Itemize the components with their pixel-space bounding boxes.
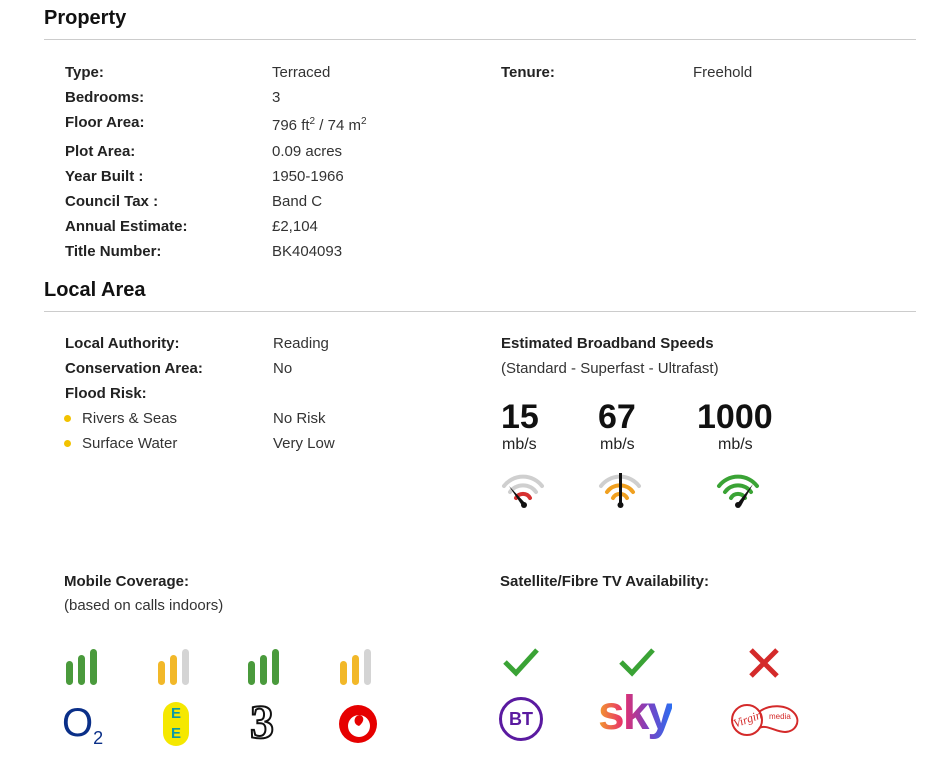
property-value: Band C [272,193,323,210]
property-label: Title Number: [65,243,162,260]
virgin-media-logo-icon [729,700,801,740]
mobile-coverage-subtitle: (based on calls indoors) [64,597,224,614]
signal-bar [78,655,85,685]
sky-logo-icon [598,688,672,740]
ultrafast-speed-unit: mb/s [718,436,753,453]
bt-available-check-icon [502,646,540,678]
unit-superscript: 2 [309,116,316,127]
property-value: 3 [272,89,281,106]
superfast-speed-unit: mb/s [600,436,635,453]
signal-bar [66,661,73,685]
three-logo-icon [250,696,284,749]
property-label: Floor Area: [65,114,145,131]
sky-available-check-icon [618,646,656,678]
signal-bar [248,661,255,685]
local-area-section-title: Local Area [44,279,146,301]
speedometer-low-icon [500,470,546,510]
tenure-label: Tenure: [501,64,555,81]
tv-availability-title: Satellite/Fibre TV Availability: [500,573,709,590]
speedometer-medium-icon [597,470,643,510]
vodafone-logo-icon [338,704,378,744]
property-value: £2,104 [272,218,318,235]
property-value [272,117,367,134]
o2-logo-letter: O [62,701,94,745]
signal-bar [182,649,189,685]
rivers-seas-label: Rivers & Seas [82,410,178,427]
rivers-seas-value: No Risk [273,410,326,427]
property-divider [44,39,916,40]
signal-bar [170,655,177,685]
floor-area-part: 796 ft [272,117,310,134]
bullet-dot-icon [64,440,71,447]
property-label: Year Built : [65,168,144,185]
standard-speed-unit: mb/s [502,436,537,453]
ee-logo-icon [163,702,189,746]
bt-logo-text: BT [509,709,533,729]
sky-logo-text: sky [598,687,673,740]
signal-strength-icon [248,649,288,685]
signal-bar [90,649,97,685]
ee-logo-letters: EE [171,705,182,742]
surface-water-value: Very Low [273,435,335,452]
virgin-unavailable-cross-icon [747,646,781,680]
surface-water-label: Surface Water [82,435,178,452]
signal-bar [364,649,371,685]
standard-speed-value: 15 [501,398,539,436]
signal-strength-icon [66,649,106,685]
property-label: Council Tax : [65,193,159,210]
three-logo-letter: 3 [250,696,274,749]
bt-logo-icon [499,697,543,741]
media-logo-text: media [769,712,791,721]
superfast-speed-value: 67 [598,398,636,436]
flood-risk-label: Flood Risk: [65,385,147,402]
signal-bar [158,661,165,685]
property-value: Terraced [272,64,331,81]
signal-bar [272,649,279,685]
property-section-title: Property [44,7,127,29]
ultrafast-speed-value: 1000 [697,398,773,436]
property-label: Bedrooms: [65,89,145,106]
property-label: Plot Area: [65,143,136,160]
signal-bar [352,655,359,685]
local-authority-value: Reading [273,335,329,352]
floor-area-part: / 74 m [315,117,361,134]
property-value: 1950-1966 [272,168,344,185]
broadband-title: Estimated Broadband Speeds [501,335,714,352]
local-authority-label: Local Authority: [65,335,180,352]
property-label: Annual Estimate: [65,218,188,235]
signal-bar [340,661,347,685]
signal-bar [260,655,267,685]
o2-logo-icon [62,703,112,747]
conservation-area-value: No [273,360,293,377]
speedometer-high-icon [715,470,761,510]
tenure-value: Freehold [693,64,753,81]
conservation-area-label: Conservation Area: [65,360,203,377]
signal-strength-icon [340,649,380,685]
local-area-divider [44,311,916,312]
signal-strength-icon [158,649,198,685]
property-value: BK404093 [272,243,343,260]
broadband-subtitle: (Standard - Superfast - Ultrafast) [501,360,719,377]
unit-superscript: 2 [360,116,367,127]
mobile-coverage-title: Mobile Coverage: [64,573,190,590]
virgin-logo-text: Virgin [731,707,764,731]
property-label: Type: [65,64,104,81]
property-value: 0.09 acres [272,143,343,160]
bullet-dot-icon [64,415,71,422]
o2-logo-subscript: 2 [93,728,104,748]
